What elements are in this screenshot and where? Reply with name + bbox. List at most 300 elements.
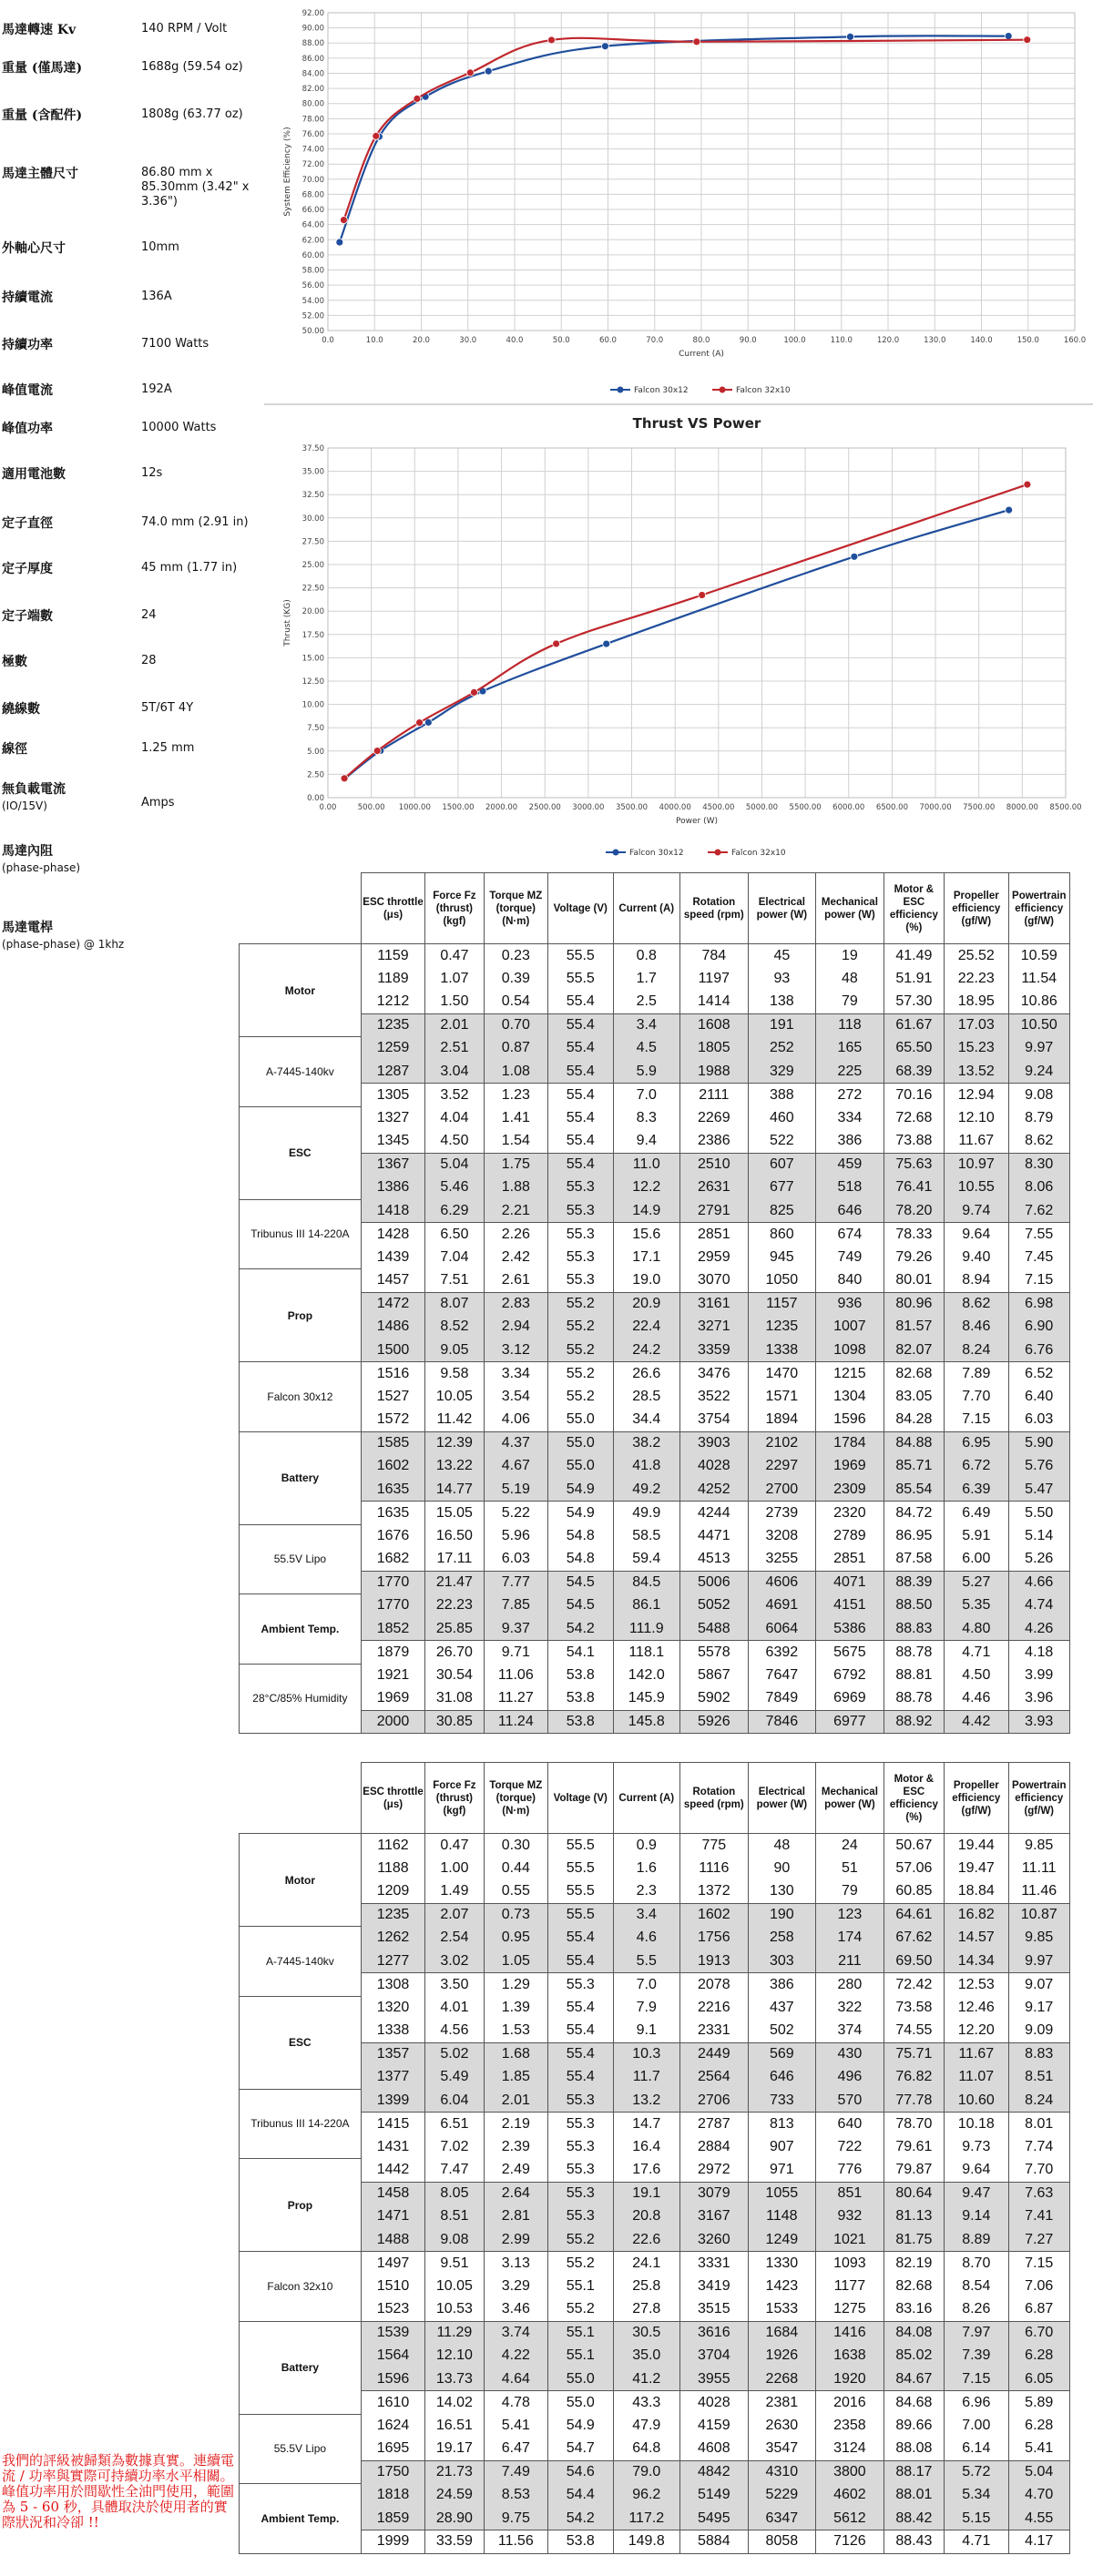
data-cell: 3331 xyxy=(680,2252,749,2276)
data-cell: 13.22 xyxy=(425,1455,484,1479)
data-cell: 41.8 xyxy=(613,1455,680,1479)
data-cell: 64.61 xyxy=(884,1903,944,1927)
data-cell: 1215 xyxy=(816,1362,884,1386)
data-cell: 749 xyxy=(816,1246,884,1269)
data-cell: 80.64 xyxy=(884,2182,944,2205)
data-cell: 5578 xyxy=(680,1641,749,1665)
data-cell: 6.76 xyxy=(1008,1339,1070,1362)
thrust-vs-power-chart xyxy=(264,412,1093,874)
data-cell: 18.95 xyxy=(945,991,1008,1014)
data-cell: 6.28 xyxy=(1008,2345,1070,2368)
data-cell: 79.26 xyxy=(884,1246,944,1269)
data-cell: 2381 xyxy=(748,2391,816,2415)
data-cell: 1.07 xyxy=(425,967,484,991)
spec-label xyxy=(2,382,138,399)
table-row xyxy=(240,1316,1070,1339)
data-cell: 1852 xyxy=(361,1617,424,1641)
x-tick-label: 140.0 xyxy=(970,336,993,345)
data-cell: 2320 xyxy=(816,1502,884,1525)
data-cell: 1894 xyxy=(748,1409,816,1432)
data-cell: 55.3 xyxy=(548,2135,613,2159)
data-cell: 1338 xyxy=(748,1339,816,1362)
data-cell: 88.17 xyxy=(884,2460,944,2484)
data-cell: 640 xyxy=(816,2113,884,2136)
spec-sublabel: (phase-phase) @ 1khz xyxy=(2,938,125,951)
data-cell: 3.54 xyxy=(484,1385,547,1409)
spec-value: 10mm xyxy=(141,240,179,254)
category-cell: Falcon 30x12 xyxy=(240,1362,362,1432)
column-header: Mechanical power (W) xyxy=(816,873,884,944)
data-cell: 96.2 xyxy=(613,2484,680,2508)
data-cell: 5149 xyxy=(680,2484,749,2508)
data-cell: 2.5 xyxy=(613,991,680,1014)
legend-label: Falcon 32x10 xyxy=(731,849,786,858)
data-cell: 85.54 xyxy=(884,1478,944,1502)
data-cell: 3522 xyxy=(680,1385,749,1409)
data-cell: 24.59 xyxy=(425,2484,484,2508)
table-row xyxy=(240,1037,1070,1061)
data-cell: 1177 xyxy=(816,2275,884,2298)
data-cell: 15.6 xyxy=(613,1223,680,1247)
spec-value: 45 mm (1.77 in) xyxy=(141,561,238,575)
data-cell: 12.94 xyxy=(945,1084,1008,1107)
data-cell: 1510 xyxy=(361,2275,424,2298)
data-cell: 2.19 xyxy=(484,2113,547,2136)
data-cell: 55.2 xyxy=(548,1385,613,1409)
data-cell: 76.41 xyxy=(884,1176,944,1200)
spec-value: 12s xyxy=(141,466,163,480)
data-cell: 2739 xyxy=(748,1502,816,1525)
data-cell: 12.46 xyxy=(945,1996,1008,2020)
data-cell: 4.6 xyxy=(613,1927,680,1950)
data-cell: 5.26 xyxy=(1008,1548,1070,1572)
table-row xyxy=(240,1176,1070,1200)
data-cell: 55.4 xyxy=(548,1950,613,1973)
data-cell: 79 xyxy=(816,991,884,1014)
category-cell: A-7445-140kv xyxy=(240,1927,362,1997)
x-tick-label: 8500.00 xyxy=(1049,803,1082,812)
y-tick-label: 62.00 xyxy=(301,236,324,246)
data-cell: 3903 xyxy=(680,1431,749,1455)
data-cell: 28.90 xyxy=(425,2507,484,2530)
data-cell: 4.71 xyxy=(945,1641,1008,1665)
data-cell: 386 xyxy=(816,1130,884,1154)
data-cell: 0.55 xyxy=(484,1880,547,1904)
data-cell: 280 xyxy=(816,1973,884,1997)
data-cell: 1596 xyxy=(361,2367,424,2391)
data-cell: 75.63 xyxy=(884,1153,944,1176)
data-cell: 6.50 xyxy=(425,1223,484,1247)
data-cell: 8.70 xyxy=(945,2252,1008,2276)
data-cell: 10.18 xyxy=(945,2113,1008,2136)
y-axis-label: Thrust (KG) xyxy=(283,599,292,647)
table-row xyxy=(240,2507,1070,2530)
category-cell: Tribunus III 14-220A xyxy=(240,2089,362,2159)
data-cell: 6.05 xyxy=(1008,2367,1070,2391)
data-cell: 4.37 xyxy=(484,1431,547,1455)
y-tick-label: 27.50 xyxy=(301,537,324,547)
column-header: Propeller efficiency (gf/W) xyxy=(945,873,1008,944)
data-cell: 6.96 xyxy=(945,2391,1008,2415)
data-cell: 2851 xyxy=(816,1548,884,1572)
data-point xyxy=(699,591,706,598)
data-cell: 12.53 xyxy=(945,1973,1008,1997)
data-cell: 54.8 xyxy=(548,1524,613,1548)
data-cell: 4.66 xyxy=(1008,1571,1070,1594)
data-cell: 20.8 xyxy=(613,2205,680,2229)
spec-label-text: 外軸心尺寸 xyxy=(2,241,66,256)
data-cell: 16.50 xyxy=(425,1524,484,1548)
data-cell: 460 xyxy=(748,1106,816,1130)
data-cell: 5.14 xyxy=(1008,1524,1070,1548)
data-cell: 1275 xyxy=(816,2298,884,2322)
data-cell: 19 xyxy=(816,944,884,968)
data-point xyxy=(1024,36,1031,44)
data-cell: 48 xyxy=(748,1834,816,1858)
data-cell: 9.07 xyxy=(1008,1973,1070,1997)
data-cell: 7.39 xyxy=(945,2345,1008,2368)
column-header: Force Fz (thrust) (kgf) xyxy=(425,873,484,944)
data-cell: 17.03 xyxy=(945,1013,1008,1037)
y-tick-label: 17.50 xyxy=(301,630,324,640)
data-cell: 21.73 xyxy=(425,2460,484,2484)
data-cell: 6.03 xyxy=(484,1548,547,1572)
data-cell: 2000 xyxy=(361,1710,424,1734)
data-cell: 334 xyxy=(816,1106,884,1130)
data-cell: 15.05 xyxy=(425,1502,484,1525)
data-cell: 10.59 xyxy=(1008,944,1070,968)
data-point xyxy=(336,239,343,246)
data-cell: 88.08 xyxy=(884,2438,944,2461)
category-cell: Prop xyxy=(240,1269,362,1362)
data-cell: 54.5 xyxy=(548,1571,613,1594)
data-cell: 1926 xyxy=(748,2345,816,2368)
data-cell: 1585 xyxy=(361,1431,424,1455)
data-cell: 9.71 xyxy=(484,1641,547,1665)
table-row xyxy=(240,2460,1070,2484)
column-header: ESC throttle (μs) xyxy=(361,873,424,944)
data-cell: 118 xyxy=(816,1013,884,1037)
data-cell: 55.5 xyxy=(548,1834,613,1858)
data-cell: 4151 xyxy=(816,1594,884,1618)
data-cell: 11.42 xyxy=(425,1409,484,1432)
spec-label-text: 適用電池數 xyxy=(2,467,66,482)
table-row xyxy=(240,2089,1070,2113)
data-cell: 54.9 xyxy=(548,1502,613,1525)
data-cell: 0.70 xyxy=(484,1013,547,1037)
data-cell: 53.8 xyxy=(548,2530,613,2554)
data-cell: 22.6 xyxy=(613,2228,680,2252)
y-tick-label: 7.50 xyxy=(307,724,324,734)
spec-label-text: 持續電流 xyxy=(2,290,53,305)
table-row xyxy=(240,944,1070,968)
data-cell: 4.56 xyxy=(425,2020,484,2043)
data-cell: 30.85 xyxy=(425,1710,484,1734)
spec-label-text: 馬達電桿 xyxy=(2,921,53,935)
data-cell: 51 xyxy=(816,1857,884,1880)
data-cell: 1564 xyxy=(361,2345,424,2368)
data-cell: 1.08 xyxy=(484,1060,547,1084)
y-tick-label: 50.00 xyxy=(301,327,324,336)
data-cell: 16.4 xyxy=(613,2135,680,2159)
data-cell: 14.34 xyxy=(945,1950,1008,1973)
data-cell: 1805 xyxy=(680,1037,749,1061)
data-cell: 2269 xyxy=(680,1106,749,1130)
data-cell: 5495 xyxy=(680,2507,749,2530)
data-cell: 1.88 xyxy=(484,1176,547,1200)
data-cell: 55.2 xyxy=(548,1362,613,1386)
data-cell: 3.4 xyxy=(613,1903,680,1927)
data-cell: 7647 xyxy=(748,1664,816,1687)
data-cell: 776 xyxy=(816,2159,884,2183)
y-tick-label: 84.00 xyxy=(301,69,324,79)
table-row xyxy=(240,2414,1070,2438)
data-cell: 8.62 xyxy=(945,1292,1008,1316)
y-tick-label: 54.00 xyxy=(301,296,324,306)
data-cell: 88.92 xyxy=(884,1710,944,1734)
spec-value: Amps xyxy=(141,796,175,809)
data-cell: 9.08 xyxy=(1008,1084,1070,1107)
data-cell: 6969 xyxy=(816,1687,884,1711)
data-cell: 4.70 xyxy=(1008,2484,1070,2508)
data-cell: 1516 xyxy=(361,1362,424,1386)
data-cell: 840 xyxy=(816,1269,884,1293)
table-row xyxy=(240,2113,1070,2136)
data-cell: 502 xyxy=(748,2020,816,2043)
data-cell: 3124 xyxy=(816,2438,884,2461)
data-cell: 9.24 xyxy=(1008,1060,1070,1084)
data-point xyxy=(470,688,477,696)
category-cell: Battery xyxy=(240,2321,362,2414)
spec-value: 1808g (63.77 oz) xyxy=(141,107,243,121)
x-tick-label: 500.00 xyxy=(357,803,385,812)
data-cell: 84.5 xyxy=(613,1571,680,1594)
table-row xyxy=(240,2484,1070,2508)
data-cell: 41.2 xyxy=(613,2367,680,2391)
x-tick-label: 30.0 xyxy=(459,336,477,345)
data-cell: 1235 xyxy=(748,1316,816,1339)
data-cell: 1596 xyxy=(816,1409,884,1432)
data-cell: 88.39 xyxy=(884,1571,944,1594)
legend-item xyxy=(610,386,689,395)
data-cell: 130 xyxy=(748,1880,816,1904)
data-cell: 2.99 xyxy=(484,2228,547,2252)
data-cell: 569 xyxy=(748,2042,816,2066)
data-cell: 1638 xyxy=(816,2345,884,2368)
y-axis-label: System Efficiency (%) xyxy=(283,127,292,217)
table-row xyxy=(240,1973,1070,1997)
data-cell: 5.22 xyxy=(484,1502,547,1525)
data-cell: 68.39 xyxy=(884,1060,944,1084)
data-cell: 5.47 xyxy=(1008,1478,1070,1502)
data-cell: 12.39 xyxy=(425,1431,484,1455)
x-tick-label: 7000.00 xyxy=(919,803,952,812)
data-cell: 55.5 xyxy=(548,1880,613,1904)
spec-sublabel: (phase-phase) xyxy=(2,861,81,874)
data-cell: 4.04 xyxy=(425,1106,484,1130)
column-header: Electrical power (W) xyxy=(748,1763,816,1834)
data-cell: 7.55 xyxy=(1008,1223,1070,1247)
data-cell: 5.72 xyxy=(945,2460,1008,2484)
data-cell: 17.11 xyxy=(425,1548,484,1572)
data-cell: 27.8 xyxy=(613,2298,680,2322)
data-cell: 82.07 xyxy=(884,1339,944,1362)
data-cell: 6.90 xyxy=(1008,1316,1070,1339)
data-cell: 1277 xyxy=(361,1950,424,1973)
data-cell: 55.4 xyxy=(548,991,613,1014)
x-tick-label: 50.0 xyxy=(552,336,570,345)
data-cell: 3.04 xyxy=(425,1060,484,1084)
data-cell: 1969 xyxy=(361,1687,424,1711)
data-cell: 2.94 xyxy=(484,1316,547,1339)
table-row xyxy=(240,2066,1070,2090)
data-cell: 79 xyxy=(816,1880,884,1904)
data-cell: 0.9 xyxy=(613,1834,680,1858)
data-cell: 2.39 xyxy=(484,2135,547,2159)
data-cell: 19.1 xyxy=(613,2182,680,2205)
data-cell: 1157 xyxy=(748,1292,816,1316)
data-point xyxy=(1024,481,1031,488)
x-tick-label: 7500.00 xyxy=(963,803,996,812)
data-cell: 55.1 xyxy=(548,2321,613,2345)
data-cell: 9.58 xyxy=(425,1362,484,1386)
data-cell: 5.91 xyxy=(945,1524,1008,1548)
legend-item xyxy=(606,849,684,858)
data-cell: 3.02 xyxy=(425,1950,484,1973)
data-cell: 55.3 xyxy=(548,2182,613,2205)
spec-label xyxy=(2,654,138,670)
data-cell: 59.4 xyxy=(613,1548,680,1572)
data-cell: 211 xyxy=(816,1950,884,1973)
data-cell: 72.68 xyxy=(884,1106,944,1130)
data-cell: 1.54 xyxy=(484,1130,547,1154)
data-cell: 84.88 xyxy=(884,1431,944,1455)
data-point xyxy=(340,217,347,224)
spec-label-text: 馬達轉速 Kv xyxy=(2,23,77,37)
data-cell: 55.3 xyxy=(548,2205,613,2229)
data-cell: 55.3 xyxy=(548,2113,613,2136)
x-tick-label: 100.0 xyxy=(783,336,806,345)
data-cell: 775 xyxy=(680,1834,749,1858)
data-cell: 1428 xyxy=(361,1223,424,1247)
data-cell: 1423 xyxy=(748,2275,816,2298)
data-cell: 9.64 xyxy=(945,2159,1008,2183)
data-cell: 11.07 xyxy=(945,2066,1008,2090)
spec-value: 74.0 mm (2.91 in) xyxy=(141,515,249,529)
data-cell: 2706 xyxy=(680,2089,749,2113)
data-cell: 2309 xyxy=(816,1478,884,1502)
data-cell: 11.56 xyxy=(484,2530,547,2554)
data-cell: 1624 xyxy=(361,2414,424,2438)
data-cell: 3271 xyxy=(680,1316,749,1339)
data-cell: 3.29 xyxy=(484,2275,547,2298)
data-cell: 3955 xyxy=(680,2367,749,2391)
spec-label-text: 重量 (含配件) xyxy=(2,108,83,123)
column-header: Torque MZ (torque) (N·m) xyxy=(484,1763,547,1834)
data-cell: 2700 xyxy=(748,1478,816,1502)
spec-value: 1688g (59.54 oz) xyxy=(141,60,243,74)
data-cell: 1.39 xyxy=(484,1996,547,2020)
legend-swatch-marker xyxy=(720,387,726,393)
column-header: Motor & ESC efficiency (%) xyxy=(884,873,944,944)
data-cell: 9.47 xyxy=(945,2182,1008,2205)
data-cell: 11.27 xyxy=(484,1687,547,1711)
data-cell: 2.3 xyxy=(613,1880,680,1904)
data-cell: 1635 xyxy=(361,1502,424,1525)
data-cell: 8.26 xyxy=(945,2298,1008,2322)
spec-label xyxy=(2,515,138,532)
data-cell: 2386 xyxy=(680,1130,749,1154)
data-cell: 11.7 xyxy=(613,2066,680,2090)
table-row xyxy=(240,1664,1070,1687)
category-cell: ESC xyxy=(240,1106,362,1199)
data-cell: 1197 xyxy=(680,967,749,991)
data-cell: 1327 xyxy=(361,1106,424,1130)
category-cell: 28°C/85% Humidity xyxy=(240,1664,362,1734)
table-row xyxy=(240,1153,1070,1176)
y-tick-label: 72.00 xyxy=(301,160,324,170)
column-header: Torque MZ (torque) (N·m) xyxy=(484,873,547,944)
data-cell: 7.70 xyxy=(945,1385,1008,1409)
data-cell: 2297 xyxy=(748,1455,816,1479)
table-row xyxy=(240,2135,1070,2159)
data-cell: 38.2 xyxy=(613,1431,680,1455)
spec-label xyxy=(2,843,138,876)
y-tick-label: 64.00 xyxy=(301,220,324,230)
spec-label xyxy=(2,701,138,718)
data-cell: 6.52 xyxy=(1008,1362,1070,1386)
data-cell: 4.06 xyxy=(484,1409,547,1432)
y-tick-label: 52.00 xyxy=(301,311,324,321)
data-cell: 79.0 xyxy=(613,2460,680,2484)
table-row xyxy=(240,1834,1070,1858)
data-point xyxy=(547,36,555,44)
data-cell: 4606 xyxy=(748,1571,816,1594)
data-cell: 7846 xyxy=(748,1710,816,1734)
data-cell: 28.5 xyxy=(613,1385,680,1409)
data-cell: 3208 xyxy=(748,1524,816,1548)
data-cell: 7.49 xyxy=(484,2460,547,2484)
data-cell: 19.17 xyxy=(425,2438,484,2461)
data-cell: 19.47 xyxy=(945,1857,1008,1880)
data-cell: 1527 xyxy=(361,1385,424,1409)
data-cell: 6.39 xyxy=(945,1478,1008,1502)
data-cell: 54.9 xyxy=(548,2414,613,2438)
data-cell: 1320 xyxy=(361,1996,424,2020)
data-cell: 6.28 xyxy=(1008,2414,1070,2438)
data-cell: 5.90 xyxy=(1008,1431,1070,1455)
category-cell: Motor xyxy=(240,944,362,1037)
data-cell: 4608 xyxy=(680,2438,749,2461)
x-tick-label: 80.0 xyxy=(692,336,710,345)
data-cell: 55.5 xyxy=(548,944,613,968)
data-cell: 5488 xyxy=(680,1617,749,1641)
data-point xyxy=(414,95,421,102)
x-axis-label: Power (W) xyxy=(676,817,718,826)
data-cell: 733 xyxy=(748,2089,816,2113)
data-cell: 73.58 xyxy=(884,1996,944,2020)
data-cell: 10.3 xyxy=(613,2042,680,2066)
data-cell: 6064 xyxy=(748,1617,816,1641)
data-cell: 10.50 xyxy=(1008,1013,1070,1037)
data-cell: 2787 xyxy=(680,2113,749,2136)
data-cell: 1386 xyxy=(361,1176,424,1200)
category-cell: A-7445-140kv xyxy=(240,1037,362,1107)
data-cell: 1750 xyxy=(361,2460,424,2484)
data-cell: 0.95 xyxy=(484,1927,547,1950)
data-cell: 1602 xyxy=(361,1455,424,1479)
x-tick-label: 90.0 xyxy=(739,336,757,345)
